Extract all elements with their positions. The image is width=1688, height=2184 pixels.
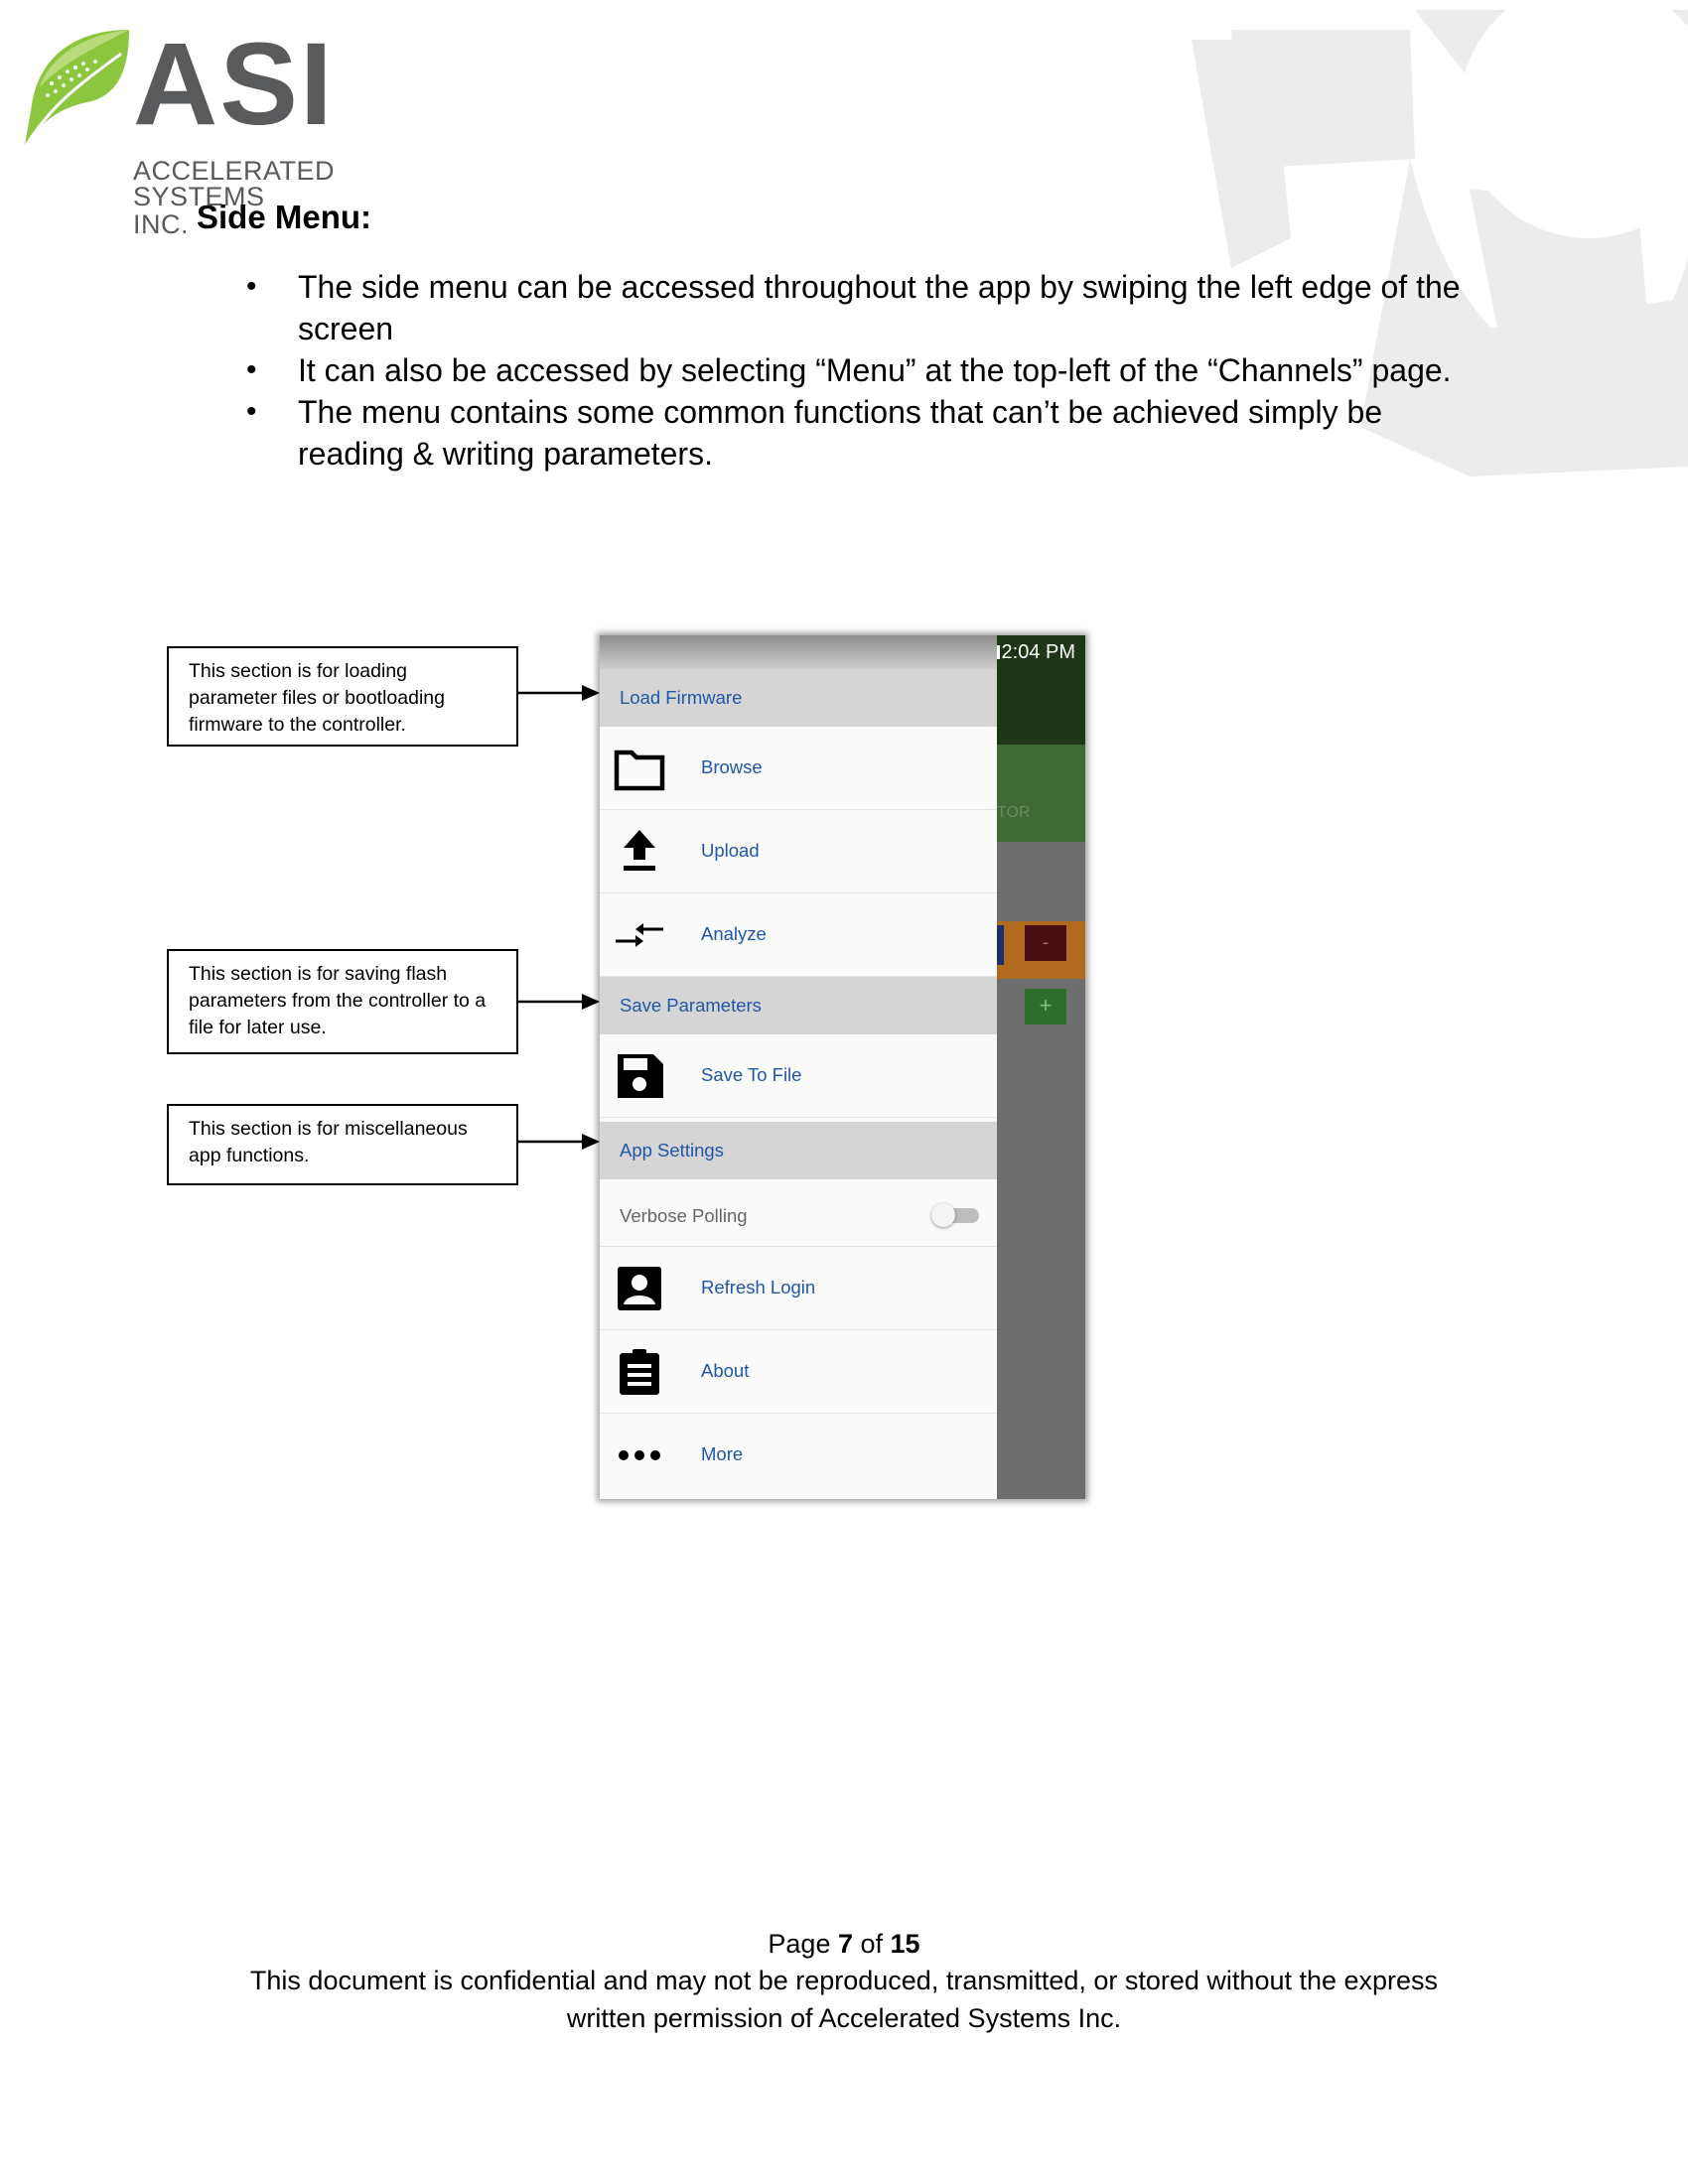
menu-item-verbose-polling[interactable] bbox=[600, 1185, 997, 1247]
menu-item-save-to-file[interactable] bbox=[600, 1034, 997, 1118]
page-current: 7 bbox=[837, 1929, 853, 1959]
background-plus-button[interactable]: + bbox=[1025, 989, 1066, 1024]
logo-wordmark: ASI bbox=[133, 19, 335, 150]
phone-screenshot bbox=[600, 635, 1085, 1499]
logo-tagline-line1: ACCELERATED bbox=[133, 156, 336, 186]
menu-item-label: Browse bbox=[701, 756, 763, 777]
menu-item-label: Verbose Polling bbox=[620, 1205, 748, 1226]
upload-icon bbox=[614, 828, 665, 876]
compare-arrows-icon bbox=[614, 911, 665, 959]
page-number bbox=[0, 1926, 1688, 1962]
side-menu-drawer bbox=[600, 635, 997, 1499]
callout-app-settings: This section is for miscellaneous app functions. bbox=[167, 1104, 518, 1185]
menu-item-label: Upload bbox=[701, 840, 760, 861]
menu-item-label: Save To File bbox=[701, 1064, 802, 1085]
floppy-disk-icon bbox=[614, 1052, 665, 1100]
bullet-list bbox=[238, 266, 1489, 475]
arrow-to-app-settings bbox=[518, 1130, 602, 1154]
verbose-polling-toggle-knob[interactable] bbox=[931, 1203, 955, 1227]
confidentiality-line-1: This document is confidential and may not be reproduced, transmitted, or stored without the express bbox=[249, 1966, 1439, 1995]
menu-item-browse[interactable] bbox=[600, 727, 997, 810]
leaf-logo-icon bbox=[22, 24, 136, 153]
menu-item-label: Analyze bbox=[701, 923, 767, 944]
section-heading: Side Menu: bbox=[197, 199, 372, 235]
bullet-item: • The side menu can be accessed throughout the app by swiping the left edge of the screen bbox=[238, 266, 1489, 349]
page-of: of bbox=[853, 1929, 891, 1959]
section-header-label: Save Parameters bbox=[620, 995, 762, 1016]
menu-item-analyze[interactable] bbox=[600, 893, 997, 977]
drawer-status-bar bbox=[600, 635, 997, 669]
page-prefix: Page bbox=[768, 1929, 838, 1959]
menu-item-upload[interactable] bbox=[600, 810, 997, 893]
section-header-load-firmware bbox=[600, 669, 997, 727]
callout-load-firmware: This section is for loading parameter files or bootloading firmware to the controller. bbox=[167, 646, 518, 747]
account-box-icon bbox=[614, 1265, 665, 1312]
background-tab-label: TOR bbox=[997, 804, 1031, 821]
menu-item-label: About bbox=[701, 1360, 750, 1381]
section-header-app-settings bbox=[600, 1122, 997, 1179]
page-total: 15 bbox=[890, 1929, 920, 1959]
menu-item-label: More bbox=[701, 1443, 744, 1464]
arrow-to-save-parameters bbox=[518, 990, 602, 1014]
bullet-item: • It can also be accessed by selecting “Menu” at the top-left of the “Channels” page. bbox=[238, 349, 1489, 391]
menu-item-about[interactable] bbox=[600, 1330, 997, 1414]
bullet-item: • The menu contains some common functions that can’t be achieved simply be reading & writing parameters. bbox=[238, 391, 1489, 475]
menu-item-label: Refresh Login bbox=[701, 1277, 816, 1297]
status-bar-time: 2:04 PM bbox=[1001, 641, 1075, 663]
menu-item-refresh-login[interactable] bbox=[600, 1247, 997, 1330]
menu-item-more[interactable] bbox=[600, 1414, 997, 1497]
callout-save-parameters: This section is for saving flash parameters from the controller to a file for later use. bbox=[167, 949, 518, 1054]
clipboard-icon bbox=[614, 1348, 665, 1396]
section-header-label: Load Firmware bbox=[620, 687, 743, 708]
background-minus-button[interactable]: - bbox=[1025, 925, 1066, 961]
logo-tagline-line2: SYSTEMS INC. bbox=[133, 182, 265, 239]
section-header-save-parameters bbox=[600, 977, 997, 1034]
arrow-to-load-firmware bbox=[518, 681, 602, 705]
section-header-label: App Settings bbox=[620, 1140, 724, 1160]
folder-icon bbox=[614, 745, 665, 792]
confidentiality-line-2: written permission of Accelerated Systems Inc. bbox=[566, 2003, 1122, 2033]
confidentiality-notice bbox=[0, 1962, 1688, 2037]
more-dots-icon bbox=[614, 1432, 665, 1479]
